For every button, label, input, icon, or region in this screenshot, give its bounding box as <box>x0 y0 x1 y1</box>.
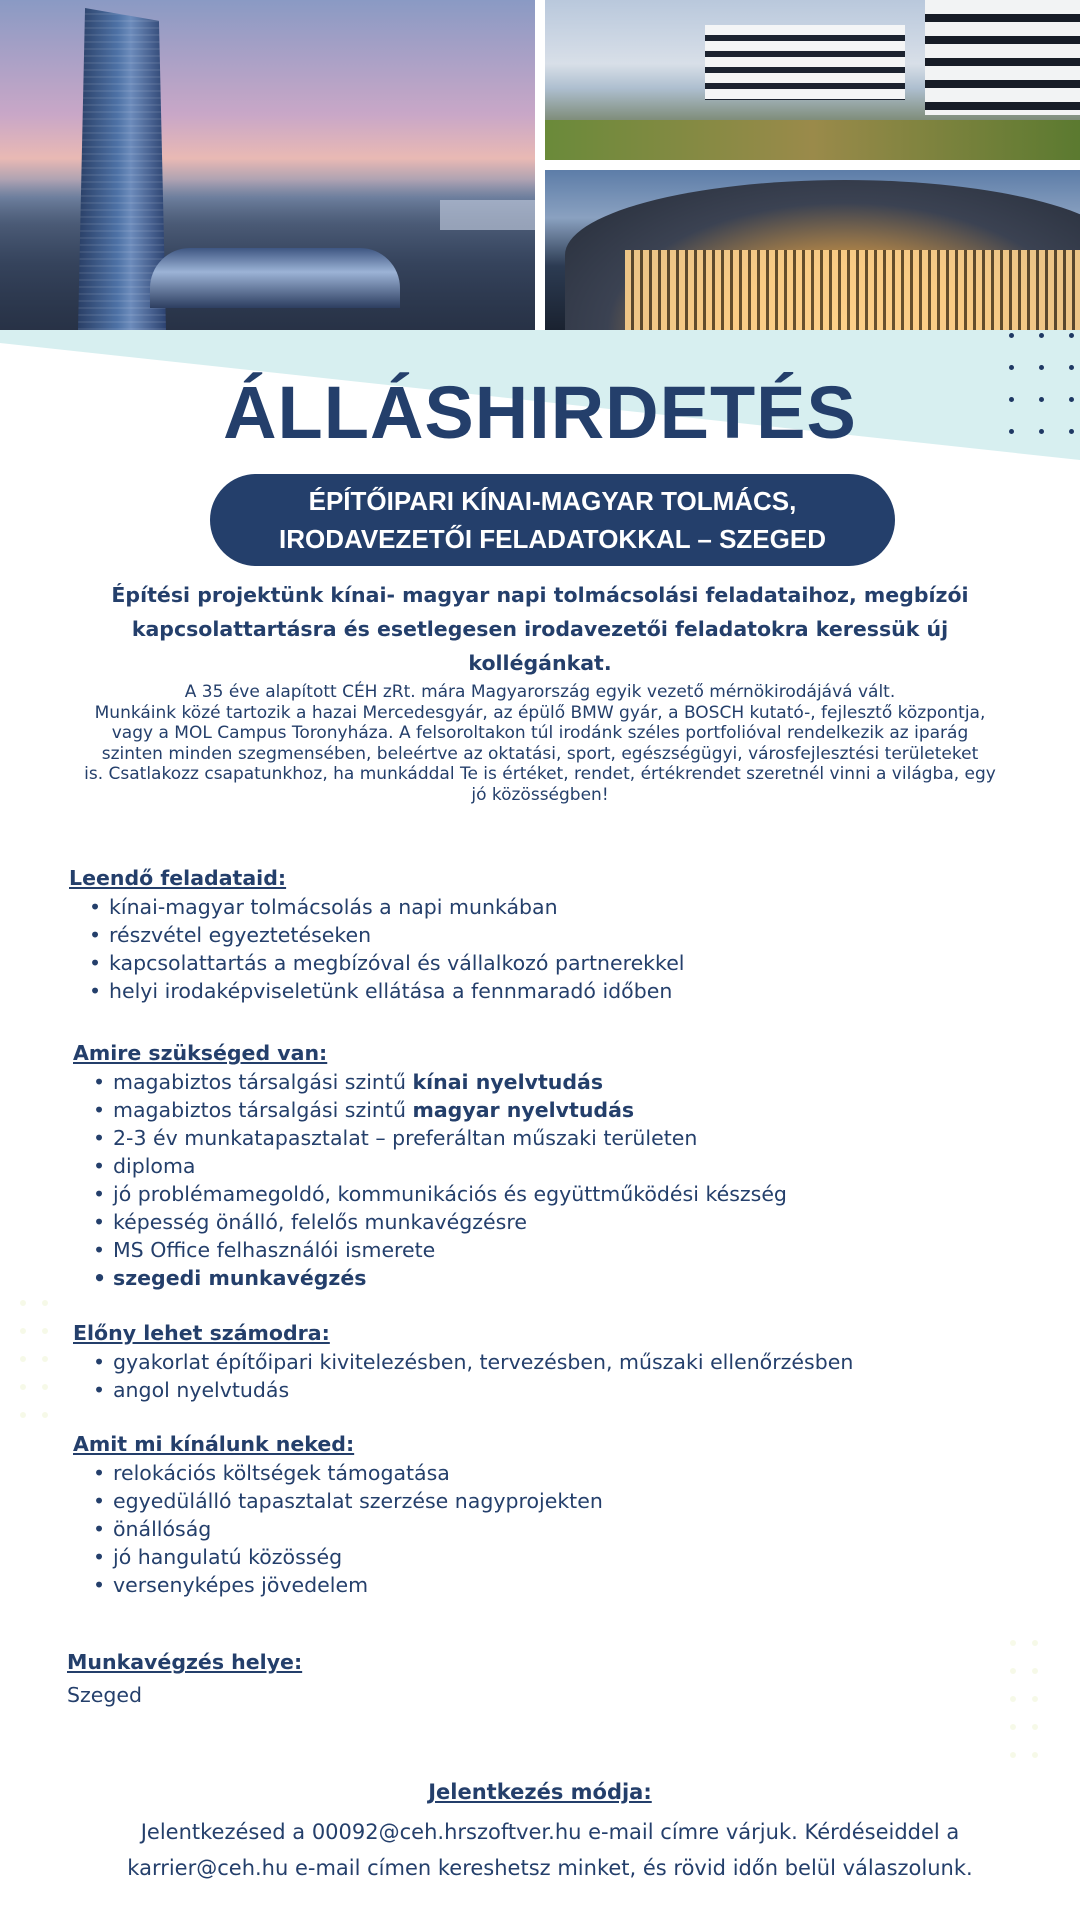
apply-text <box>90 1814 1010 1886</box>
river <box>440 200 535 230</box>
offer-list <box>89 1459 603 1599</box>
arena-facade <box>625 250 1080 330</box>
faint-dot <box>1010 1724 1016 1730</box>
intro-text <box>60 578 1020 680</box>
item-emphasis: kínai nyelvtudás <box>412 1070 604 1094</box>
office-building-right <box>925 0 1080 115</box>
list-item <box>89 1096 787 1124</box>
advantages-list <box>89 1348 853 1404</box>
intro-line1: Építési projektünk kínai- magyar napi tolmácsolási feladataihoz, megbízói <box>111 583 969 607</box>
faint-dot <box>1010 1640 1016 1646</box>
faint-dot <box>42 1328 48 1334</box>
company-description <box>50 682 1030 805</box>
list-item: • angol nyelvtudás <box>89 1376 853 1404</box>
faint-dot <box>1010 1696 1016 1702</box>
office-building-photo <box>545 0 1080 160</box>
faint-dots-right <box>1010 1640 1050 1780</box>
decorative-dot <box>1039 333 1044 338</box>
faint-dots-left <box>20 1300 60 1440</box>
tower-photo <box>0 0 535 330</box>
about-line3: vagy a MOL Campus Toronyháza. A felsoroltakon túl irodánk széles portfolióval rendelkezik az iparág <box>111 723 969 743</box>
position-title-banner <box>210 474 895 566</box>
list-item: • egyedülálló tapasztalat szerzése nagyprojekten <box>89 1487 603 1515</box>
faint-dot <box>20 1384 26 1390</box>
tower-podium <box>150 248 400 308</box>
decorative-dot <box>1069 333 1074 338</box>
tasks-heading: Leendő feladataid: <box>69 866 287 890</box>
list-item: • részvétel egyeztetéseken <box>85 921 685 949</box>
faint-dot <box>1032 1724 1038 1730</box>
list-item: • jó hangulatú közösség <box>89 1543 603 1571</box>
about-line6: jó közösségben! <box>471 784 609 805</box>
list-item: • versenyképes jövedelem <box>89 1571 603 1599</box>
item-text: magabiztos társalgási szintű <box>113 1098 413 1122</box>
faint-dot <box>1032 1668 1038 1674</box>
faint-dot <box>42 1356 48 1362</box>
faint-dot <box>1032 1696 1038 1702</box>
list-item: • szegedi munkavégzés <box>89 1264 787 1292</box>
list-item: • diploma <box>89 1152 787 1180</box>
advantages-heading: Előny lehet számodra: <box>73 1321 330 1345</box>
decorative-dot <box>1009 333 1014 338</box>
apply-line2: karrier@ceh.hu e-mail címen kereshetsz minket, és rövid időn belül válaszolunk. <box>127 1856 973 1880</box>
list-item: • képesség önálló, felelős munkavégzésre <box>89 1208 787 1236</box>
faint-dot <box>20 1328 26 1334</box>
position-title-line2: IRODAVEZETŐI FELADATOKKAL – SZEGED <box>278 524 826 554</box>
faint-dot <box>20 1300 26 1306</box>
faint-dot <box>1010 1668 1016 1674</box>
location-heading: Munkavégzés helye: <box>67 1650 303 1674</box>
list-item: • jó problémamegoldó, kommunikációs és együttműködési készség <box>89 1180 787 1208</box>
about-line1: A 35 éve alapított CÉH zRt. mára Magyarország egyik vezető mérnökirodájává vált. <box>184 682 896 702</box>
list-item: • gyakorlat építőipari kivitelezésben, tervezésben, műszaki ellenőrzésben <box>89 1348 853 1376</box>
office-building-left <box>705 25 905 100</box>
about-line5: is. Csatlakozz csapatunkhoz, ha munkáddal Te is értéket, rendet, értékrendet szeretnél vinni a világba, egy <box>84 764 996 784</box>
position-title-line1: ÉPÍTŐIPARI KÍNAI-MAGYAR TOLMÁCS, <box>308 486 797 516</box>
arena-photo <box>545 170 1080 330</box>
faint-dot <box>42 1412 48 1418</box>
list-item: • kapcsolattartás a megbízóval és vállalkozó partnerekkel <box>85 949 685 977</box>
list-item: • MS Office felhasználói ismerete <box>89 1236 787 1264</box>
list-item: • kínai-magyar tolmácsolás a napi munkában <box>85 893 685 921</box>
faint-dot <box>1032 1640 1038 1646</box>
faint-dot <box>1010 1752 1016 1758</box>
list-item <box>89 1068 787 1096</box>
faint-dot <box>42 1384 48 1390</box>
tasks-list <box>85 893 685 1005</box>
header-photo-collage <box>0 0 1080 330</box>
list-item: • önállóság <box>89 1515 603 1543</box>
list-item: • 2-3 év munkatapasztalat – preferáltan műszaki területen <box>89 1124 787 1152</box>
about-line2: Munkáink közé tartozik a hazai Mercedesgyár, az épülő BMW gyár, a BOSCH kutató-, fejlesztő központja, <box>94 702 986 723</box>
requirements-list <box>89 1068 787 1292</box>
faint-dot <box>20 1356 26 1362</box>
intro-line2: kapcsolattartásra és esetlegesen irodavezetői feladatokra keressük új kollégánkat. <box>131 617 949 675</box>
offer-heading: Amit mi kínálunk neked: <box>73 1432 355 1456</box>
faint-dot <box>42 1300 48 1306</box>
apply-heading: Jelentkezés módja: <box>428 1780 652 1804</box>
about-line4: szinten minden szegmensében, beleértve az oktatási, sport, egészségügyi, városfejlesztési területeket <box>101 743 979 764</box>
faint-dot <box>1032 1752 1038 1758</box>
list-item: • relokációs költségek támogatása <box>89 1459 603 1487</box>
requirements-heading: Amire szükséged van: <box>73 1041 328 1065</box>
page-title: ÁLLÁSHIRDETÉS <box>223 371 857 454</box>
location-value: Szeged <box>67 1683 143 1707</box>
faint-dot <box>20 1412 26 1418</box>
apply-line1: Jelentkezésed a 00092@ceh.hrszoftver.hu e-mail címre várjuk. Kérdéseiddel a <box>140 1820 960 1844</box>
item-emphasis: magyar nyelvtudás <box>412 1098 635 1122</box>
list-item: • helyi irodaképviseletünk ellátása a fennmaradó időben <box>85 977 685 1005</box>
item-text: magabiztos társalgási szintű <box>113 1070 413 1094</box>
garden <box>545 120 1080 160</box>
